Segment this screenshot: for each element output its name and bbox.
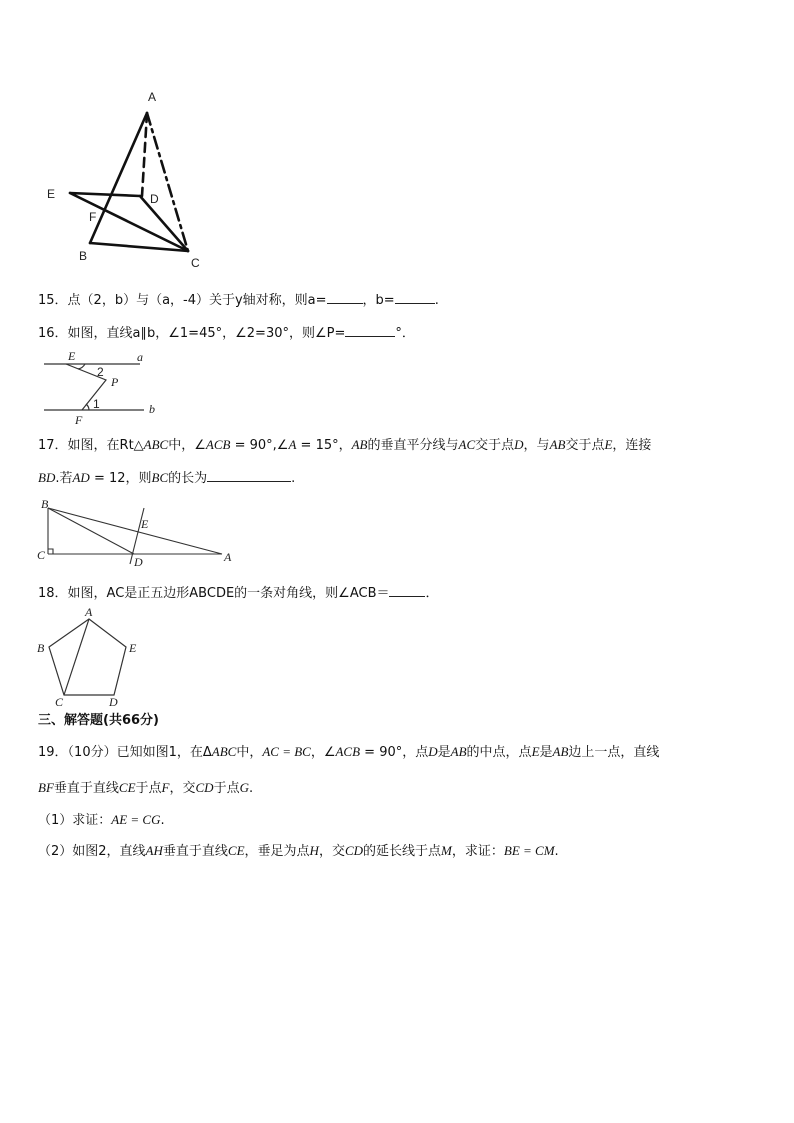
question-18: 18．如图，AC是正五边形ABCDE的一条对角线，则∠ACB＝ ． <box>38 586 439 601</box>
question-19-part-2: （2）如图2，直线AH垂直于直线CE，垂足为点H，交CD的延长线于点M，求证：BE = CM. <box>38 843 559 859</box>
label-D: D <box>109 695 118 709</box>
side-BA <box>48 508 222 554</box>
label-E: E <box>141 517 149 531</box>
question-19-line-2: BF垂直于直线CE于点F，交CD于点G. <box>38 780 254 796</box>
answer-blank-angle-p[interactable] <box>345 324 395 337</box>
label-E: E <box>47 187 56 201</box>
label-A: A <box>85 605 93 619</box>
label-C: C <box>191 256 200 270</box>
label-F: F <box>89 210 97 224</box>
answer-blank-angle-acb[interactable] <box>389 584 425 597</box>
question-15: 15．点（2，b）与（a，-4）关于y轴对称，则a= ，b= . <box>38 293 439 308</box>
label-E: E <box>129 641 137 655</box>
segment-BD <box>48 508 134 554</box>
label-C: C <box>37 548 46 562</box>
question-17-line-2: BD.若AD = 12，则BC的长为 . <box>38 470 296 486</box>
edge-ED <box>70 193 140 196</box>
label-B: B <box>79 249 88 263</box>
label-P: P <box>111 375 119 389</box>
label-A: A <box>148 90 157 104</box>
figure-q16-parallel-lines <box>40 346 170 428</box>
label-F: F <box>75 413 83 427</box>
figure-q17-right-triangle <box>36 498 241 568</box>
label-D: D <box>150 192 159 206</box>
question-19-line-1: 19．（10分）已知如图1，在ΔABC中，AC = BC，∠ACB = 90°，点D是AB的中点，点E是AB边上一点，直线 <box>38 744 660 760</box>
diagonal-AC <box>64 619 89 695</box>
label-angle-1: 1 <box>93 397 100 411</box>
label-B: B <box>41 497 49 511</box>
answer-blank-b[interactable] <box>395 291 435 304</box>
label-B: B <box>37 641 45 655</box>
angle-1-arc <box>86 404 89 410</box>
label-b: b <box>149 402 155 416</box>
label-A: A <box>224 550 232 564</box>
edge-AC-dashdot <box>147 113 188 251</box>
angle-2-arc <box>78 364 85 369</box>
label-D: D <box>134 555 143 569</box>
question-17-line-1: 17．如图，在Rt△ABC中，∠ACB = 90°,∠A = 15°，AB的垂直平分线与AC交于点D，与AB交于点E，连接 <box>38 437 652 453</box>
section-heading-3: 三、解答题(共66分) <box>38 713 159 728</box>
answer-blank-bc[interactable] <box>207 469 291 482</box>
figure-q18-pentagon <box>34 606 146 710</box>
edge-EC <box>70 193 188 251</box>
edge-DC <box>140 196 188 251</box>
edge-AB <box>90 113 147 243</box>
right-angle-mark <box>48 549 53 554</box>
label-E: E <box>68 349 76 363</box>
label-C: C <box>55 695 64 709</box>
question-19-part-1: （1）求证：AE = CG. <box>38 812 165 828</box>
answer-blank-a[interactable] <box>327 291 363 304</box>
figure-q14-pyramid <box>40 86 220 271</box>
label-a: a <box>137 350 143 364</box>
question-16: 16．如图，直线a∥b，∠1=45°，∠2=30°，则∠P= °． <box>38 326 415 341</box>
label-angle-2: 2 <box>97 365 104 379</box>
pentagon-ABCDE <box>49 619 126 695</box>
